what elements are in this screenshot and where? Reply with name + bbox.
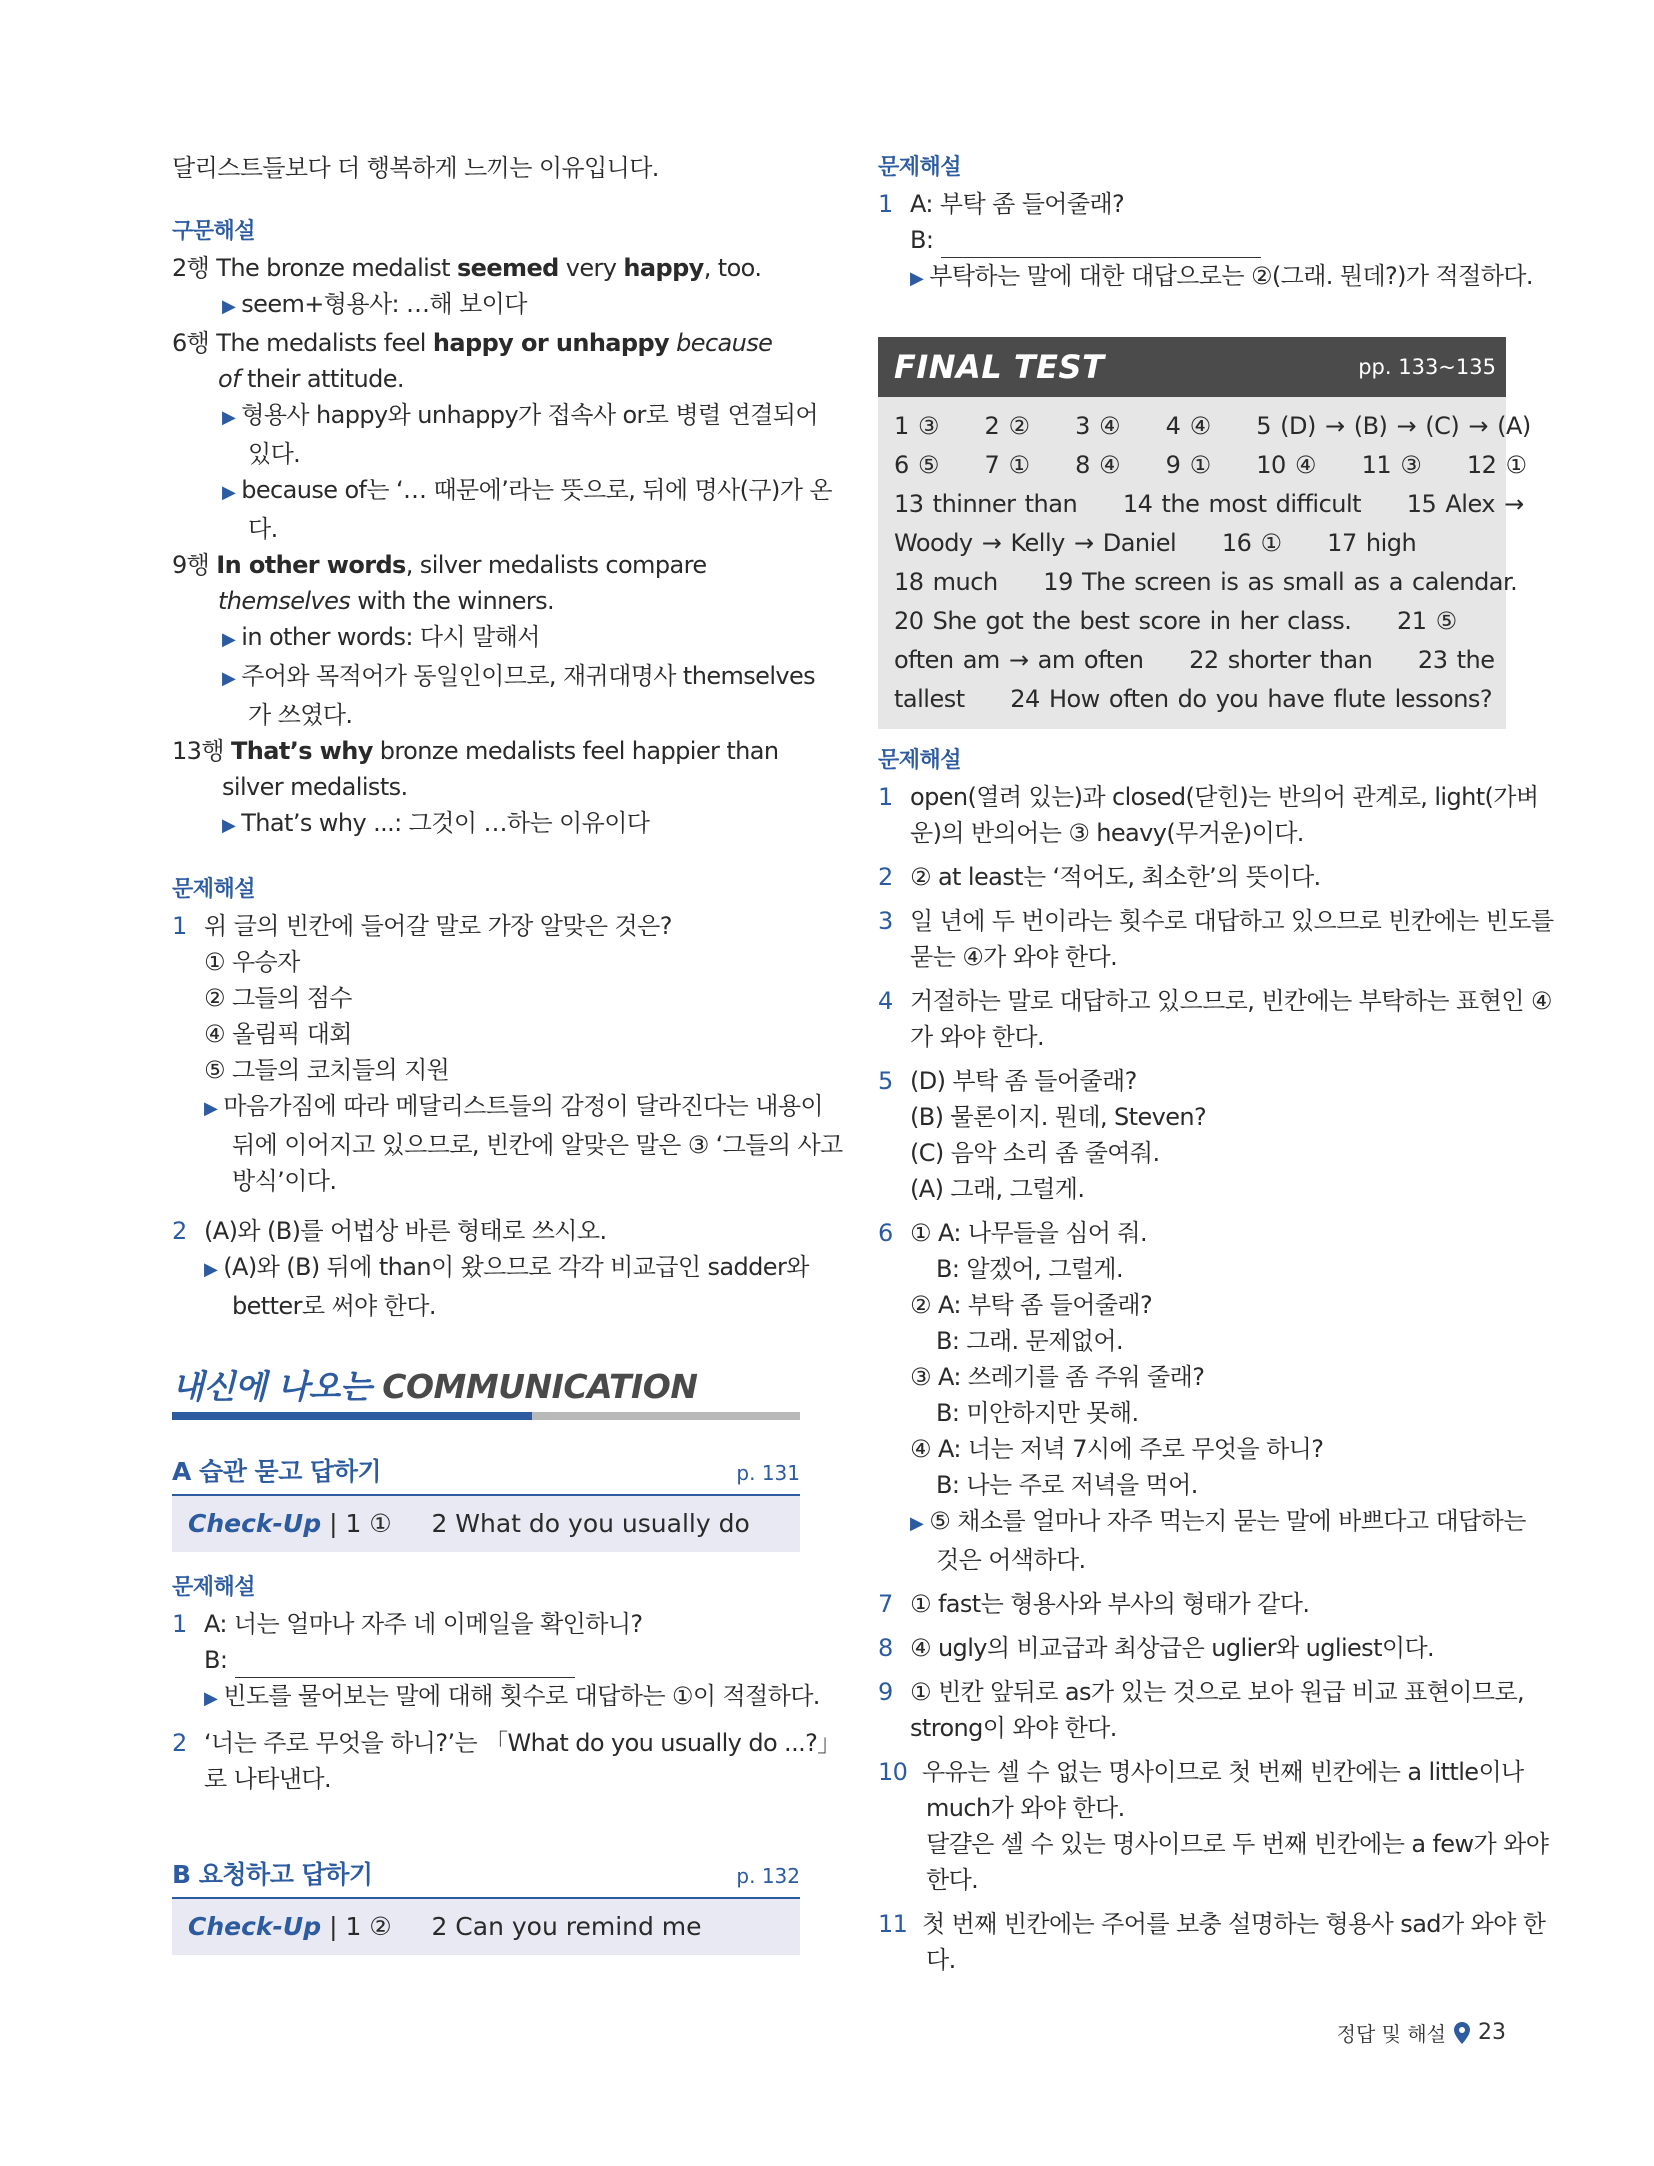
- dialogue-line: (D) 부탁 좀 들어줄래?: [910, 1067, 1137, 1095]
- triangle-bullet-icon: ▶: [222, 815, 236, 836]
- section-title: B 요청하고 답하기: [172, 1860, 373, 1889]
- right-column: [878, 150, 1554, 1978]
- section-title: A 습관 묻고 답하기: [172, 1457, 382, 1486]
- checkup-answers: | 1 ② 2 Can you remind me: [321, 1912, 702, 1941]
- checkup-box: [172, 1899, 800, 1955]
- question-text: 위 글의 빈칸에 들어갈 말로 가장 알맞은 것은?: [204, 912, 672, 940]
- line-number: 9행: [172, 551, 210, 579]
- problem-number: 1: [172, 912, 187, 940]
- footer-label: 정답 및 해설: [1336, 2022, 1446, 2046]
- problem-number: 7: [878, 1590, 893, 1618]
- problem-heading: 문제해설: [878, 155, 962, 180]
- checkup-box: [172, 1496, 800, 1552]
- problem-number: 4: [878, 987, 893, 1015]
- bold-text: happy: [623, 254, 704, 282]
- dialogue-line: ① A: 나무들을 심어 줘.: [910, 1219, 1148, 1247]
- explanation-2: [878, 859, 1506, 895]
- explanation-text: 첫 번째 빈칸에는 주어를 보충 설명하는 형용사 sad가 와야 한: [922, 1910, 1546, 1938]
- problem-1: [878, 186, 1506, 222]
- triangle-bullet-icon: ▶: [910, 268, 924, 289]
- explanation-11: [878, 1906, 1546, 1942]
- text: The medalists feel: [216, 329, 433, 357]
- option: ② 그들의 점수: [204, 984, 352, 1012]
- checkup-label: Check-Up: [188, 1509, 322, 1538]
- explanation-text: 일 년에 두 번이라는 횟수로 대답하고 있으므로 빈칸에는 빈도를: [910, 907, 1554, 935]
- section-page: p. 131: [736, 1461, 800, 1485]
- note-text: seem+형용사: …해 보이다: [241, 290, 527, 318]
- note-text: in other words: 다시 말해서: [241, 623, 540, 651]
- note-text: because of는 ‘… 때문에’라는 뜻으로, 뒤에 명사(구)가 온: [241, 476, 832, 504]
- explanation: [172, 1249, 809, 1288]
- grammar-note: [172, 805, 800, 844]
- problem-1-question: [172, 908, 800, 944]
- answer-line: 20 She got the best score in her class. 21 ⑤: [894, 607, 1457, 635]
- triangle-bullet-icon: ▶: [222, 482, 236, 503]
- answer-line: 18 much 19 The screen is as small as a calendar.: [894, 568, 1518, 596]
- dialogue-line: (B) 물론이지. 뭔데, Steven?: [910, 1103, 1207, 1131]
- grammar-heading: 구문해설: [172, 219, 256, 244]
- bold-text: happy or unhappy: [432, 329, 670, 357]
- triangle-bullet-icon: ▶: [222, 407, 236, 428]
- italic-text: themselves: [218, 587, 351, 615]
- question-text: (A)와 (B)를 어법상 바른 형태로 쓰시오.: [204, 1217, 607, 1245]
- text: The bronze medalist: [216, 254, 457, 282]
- dialogue-line: B: 미안하지만 못해.: [936, 1399, 1139, 1427]
- explanation-text: 빈도를 물어보는 말에 대해 횟수로 대답하는 ①이 적절하다.: [223, 1682, 820, 1710]
- title-underline: [172, 1412, 800, 1420]
- text: , silver medalists compare: [405, 551, 707, 579]
- dialogue-line: B: 그래. 문제없어.: [936, 1327, 1123, 1355]
- explanation-7: [878, 1586, 1506, 1622]
- grammar-item-13: [172, 733, 800, 769]
- explanation-text: (A)와 (B) 뒤에 than이 왔으므로 각각 비교급인 sadder와: [223, 1253, 809, 1281]
- explanation: [878, 258, 1533, 297]
- explanation-text: 거절하는 말로 대답하고 있으므로, 빈칸에는 부탁하는 표현인 ④: [910, 987, 1552, 1015]
- explanation-cont: 한다.: [926, 1866, 979, 1894]
- option: ④ 올림픽 대회: [204, 1020, 352, 1048]
- text: with the winners.: [350, 587, 555, 615]
- explanation: [172, 1678, 820, 1717]
- grammar-note: [172, 658, 816, 697]
- answer-line: Woody → Kelly → Daniel 16 ① 17 high: [894, 529, 1417, 557]
- grammar-item-9-cont: [172, 583, 800, 619]
- problem-number: 2: [172, 1729, 187, 1757]
- explanation-text: 우유는 셀 수 없는 명사이므로 첫 번째 빈칸에는 a little이나: [922, 1758, 1524, 1786]
- explanation-cont: 다.: [926, 1946, 956, 1974]
- answer-line: 13 thinner than 14 the most difficult 15 Alex →: [894, 490, 1524, 518]
- explanation-text: ① 빈칸 앞뒤로 as가 있는 것으로 보아 원급 비교 표현이므로,: [910, 1678, 1525, 1706]
- explanation-4: [878, 983, 1552, 1019]
- explanation-text: ④ ugly의 비교급과 최상급은 uglier와 ugliest이다.: [910, 1634, 1435, 1662]
- page-footer: [1337, 2018, 1506, 2047]
- speaker-label: B:: [204, 1646, 228, 1674]
- problem-number: 2: [172, 1217, 187, 1245]
- explanation-text: open(열려 있는)과 closed(닫힌)는 반의어 관계로, light(가벼: [910, 783, 1539, 811]
- explanation-cont: strong이 와야 한다.: [910, 1714, 1117, 1742]
- grammar-note-cont: 있다.: [248, 440, 301, 468]
- problem-heading: 문제해설: [878, 748, 962, 773]
- problem-number: 1: [172, 1610, 187, 1638]
- page-number: 23: [1478, 2020, 1506, 2045]
- grammar-note: [172, 472, 832, 511]
- answer-line: 6 ⑤ 7 ① 8 ④ 9 ① 10 ④ 11 ③ 12 ①: [894, 451, 1527, 479]
- checkup-answers: | 1 ① 2 What do you usually do: [321, 1509, 750, 1538]
- final-test-header: [878, 337, 1506, 397]
- text: their attitude.: [239, 365, 404, 393]
- final-test-box: [878, 337, 1531, 729]
- triangle-bullet-icon: ▶: [222, 629, 236, 650]
- title-korean: 내신에 나오는: [172, 1367, 383, 1406]
- explanation-text: ② at least는 ‘적어도, 최소한’의 뜻이다.: [910, 863, 1321, 891]
- explanation-cont: 가 와야 한다.: [910, 1023, 1045, 1051]
- question-text: A: 부탁 좀 들어줄래?: [910, 190, 1125, 218]
- triangle-bullet-icon: ▶: [204, 1688, 218, 1709]
- explanation-cont: better로 써야 한다.: [232, 1292, 436, 1320]
- grammar-note-cont: 가 쓰였다.: [248, 701, 353, 729]
- speaker-label: B:: [910, 226, 934, 254]
- problem-heading: 문제해설: [172, 1575, 256, 1600]
- note-text: That’s why ...: 그것이 …하는 이유이다: [241, 809, 650, 837]
- explanation-10: [878, 1754, 1524, 1790]
- left-column: [172, 150, 843, 1955]
- bold-text: That’s why: [230, 737, 373, 765]
- triangle-bullet-icon: ▶: [222, 668, 236, 689]
- explanation-cont: 뒤에 이어지고 있으므로, 빈칸에 알맞은 말은 ③ ‘그들의 사고: [232, 1131, 843, 1159]
- explanation-cont: 운)의 반의어는 ③ heavy(무거운)이다.: [910, 819, 1304, 847]
- triangle-bullet-icon: ▶: [222, 296, 236, 317]
- triangle-bullet-icon: ▶: [204, 1098, 218, 1119]
- problem-number: 1: [878, 783, 893, 811]
- location-pin-icon: [1454, 2022, 1470, 2044]
- explanation-text: ⑤ 채소를 얼마나 자주 먹는지 묻는 말에 바쁘다고 대답하는: [929, 1507, 1526, 1535]
- grammar-item-6-cont: [172, 361, 800, 397]
- explanation-9: [878, 1674, 1525, 1710]
- answer-blank: [941, 231, 1261, 258]
- line-number: 2행: [172, 254, 210, 282]
- question-text: A: 너는 얼마나 자주 네 이메일을 확인하니?: [204, 1610, 643, 1638]
- italic-text: because: [669, 329, 773, 357]
- problem-number: 11: [878, 1910, 908, 1938]
- section-b-header: [172, 1855, 800, 1891]
- problem-number: 10: [878, 1758, 908, 1786]
- problem-number: 8: [878, 1634, 893, 1662]
- dialogue-line: ④ A: 너는 저녁 7시에 주로 무엇을 하니?: [910, 1435, 1324, 1463]
- problem-number: 9: [878, 1678, 893, 1706]
- communication-title: [172, 1364, 800, 1410]
- dialogue-line: ③ A: 쓰레기를 좀 주워 줄래?: [910, 1363, 1205, 1391]
- problem-heading: 문제해설: [172, 877, 256, 902]
- explanation-cont: much가 와야 한다.: [926, 1794, 1125, 1822]
- italic-text: of: [218, 365, 240, 393]
- note-text: 주어와 목적어가 동일인이므로, 재귀대명사 themselves: [241, 662, 816, 690]
- text: bronze medalists feel happier than: [372, 737, 779, 765]
- grammar-note-cont: 다.: [248, 515, 278, 543]
- line-number: 6행: [172, 329, 210, 357]
- grammar-item-6: [172, 325, 800, 361]
- dialogue-line: (A) 그래, 그럴게.: [910, 1175, 1085, 1203]
- answer-line: often am → am often 22 shorter than 23 the: [894, 646, 1495, 674]
- answer-blank-line: [172, 1642, 800, 1678]
- text: very: [558, 254, 624, 282]
- grammar-item-2: [172, 250, 800, 286]
- explanation-cont: 달걀은 셀 수 있는 명사이므로 두 번째 빈칸에는 a few가 와야: [926, 1830, 1549, 1858]
- explanation: [878, 1503, 1526, 1542]
- text: , too.: [703, 254, 762, 282]
- explanation: [172, 1088, 823, 1127]
- explanation-5: [878, 1063, 1506, 1099]
- grammar-note: [172, 286, 800, 325]
- final-test-pages: pp. 133~135: [1358, 355, 1496, 379]
- underline-gray: [532, 1412, 800, 1420]
- problem-2-question: [172, 1213, 800, 1249]
- dialogue-line: B: 나는 주로 저녁을 먹어.: [936, 1471, 1198, 1499]
- answer-blank-line: [878, 222, 1506, 258]
- intro-line: 달리스트들보다 더 행복하게 느끼는 이유입니다.: [172, 154, 659, 182]
- explanation-1: [878, 779, 1539, 815]
- grammar-note: [172, 397, 818, 436]
- problem-number: 6: [878, 1219, 893, 1247]
- note-text: 형용사 happy와 unhappy가 접속사 or로 병렬 연결되어: [241, 401, 818, 429]
- grammar-item-13-cont: silver medalists.: [222, 773, 408, 801]
- explanation-8: [878, 1630, 1506, 1666]
- bold-text: seemed: [457, 254, 559, 282]
- problem-1: [172, 1606, 800, 1642]
- checkup-label: Check-Up: [188, 1912, 322, 1941]
- explanation-text: 마음가짐에 따라 메달리스트들의 감정이 달라진다는 내용이: [223, 1092, 823, 1120]
- grammar-note: [172, 619, 800, 658]
- grammar-item-9: [172, 547, 800, 583]
- dialogue-line: ② A: 부탁 좀 들어줄래?: [910, 1291, 1153, 1319]
- final-test-title: FINAL TEST: [894, 348, 1105, 386]
- final-test-answers: [878, 397, 1531, 729]
- bold-text: In other words: [216, 551, 406, 579]
- explanation-3: [878, 903, 1554, 939]
- explanation-cont: 방식’이다.: [232, 1167, 337, 1195]
- dialogue-line: (C) 음악 소리 좀 줄여줘.: [910, 1139, 1160, 1167]
- explanation-6: [878, 1215, 1506, 1251]
- explanation-text: ① fast는 형용사와 부사의 형태가 같다.: [910, 1590, 1310, 1618]
- problem-number: 5: [878, 1067, 893, 1095]
- answer-blank: [235, 1651, 575, 1678]
- explanation-cont: 묻는 ④가 와야 한다.: [910, 943, 1118, 971]
- explanation-cont: 것은 어색하다.: [936, 1546, 1086, 1574]
- line-number: 13행: [172, 737, 224, 765]
- problem-2-cont: 로 나타낸다.: [204, 1765, 331, 1793]
- explanation-text: 부탁하는 말에 대한 대답으로는 ②(그래. 뭔데?)가 적절하다.: [929, 262, 1533, 290]
- question-text: ‘너는 주로 무엇을 하니?’는 「What do you usually do ...?」: [204, 1729, 841, 1757]
- triangle-bullet-icon: ▶: [204, 1259, 218, 1280]
- dialogue-line: B: 알겠어, 그럴게.: [936, 1255, 1123, 1283]
- problem-number: 1: [878, 190, 893, 218]
- section-page: p. 132: [736, 1864, 800, 1888]
- option: ① 우승자: [204, 948, 300, 976]
- section-a-header: [172, 1452, 800, 1488]
- problem-number: 3: [878, 907, 893, 935]
- problem-number: 2: [878, 863, 893, 891]
- answer-line: 1 ③ 2 ② 3 ④ 4 ④ 5 (D) → (B) → (C) → (A): [894, 412, 1531, 440]
- option: ⑤ 그들의 코치들의 지원: [204, 1056, 450, 1084]
- triangle-bullet-icon: ▶: [910, 1513, 924, 1534]
- underline-blue: [172, 1412, 532, 1420]
- answer-line: tallest 24 How often do you have flute lessons?: [894, 685, 1493, 713]
- problem-2: [172, 1725, 841, 1761]
- title-english: COMMUNICATION: [382, 1367, 698, 1406]
